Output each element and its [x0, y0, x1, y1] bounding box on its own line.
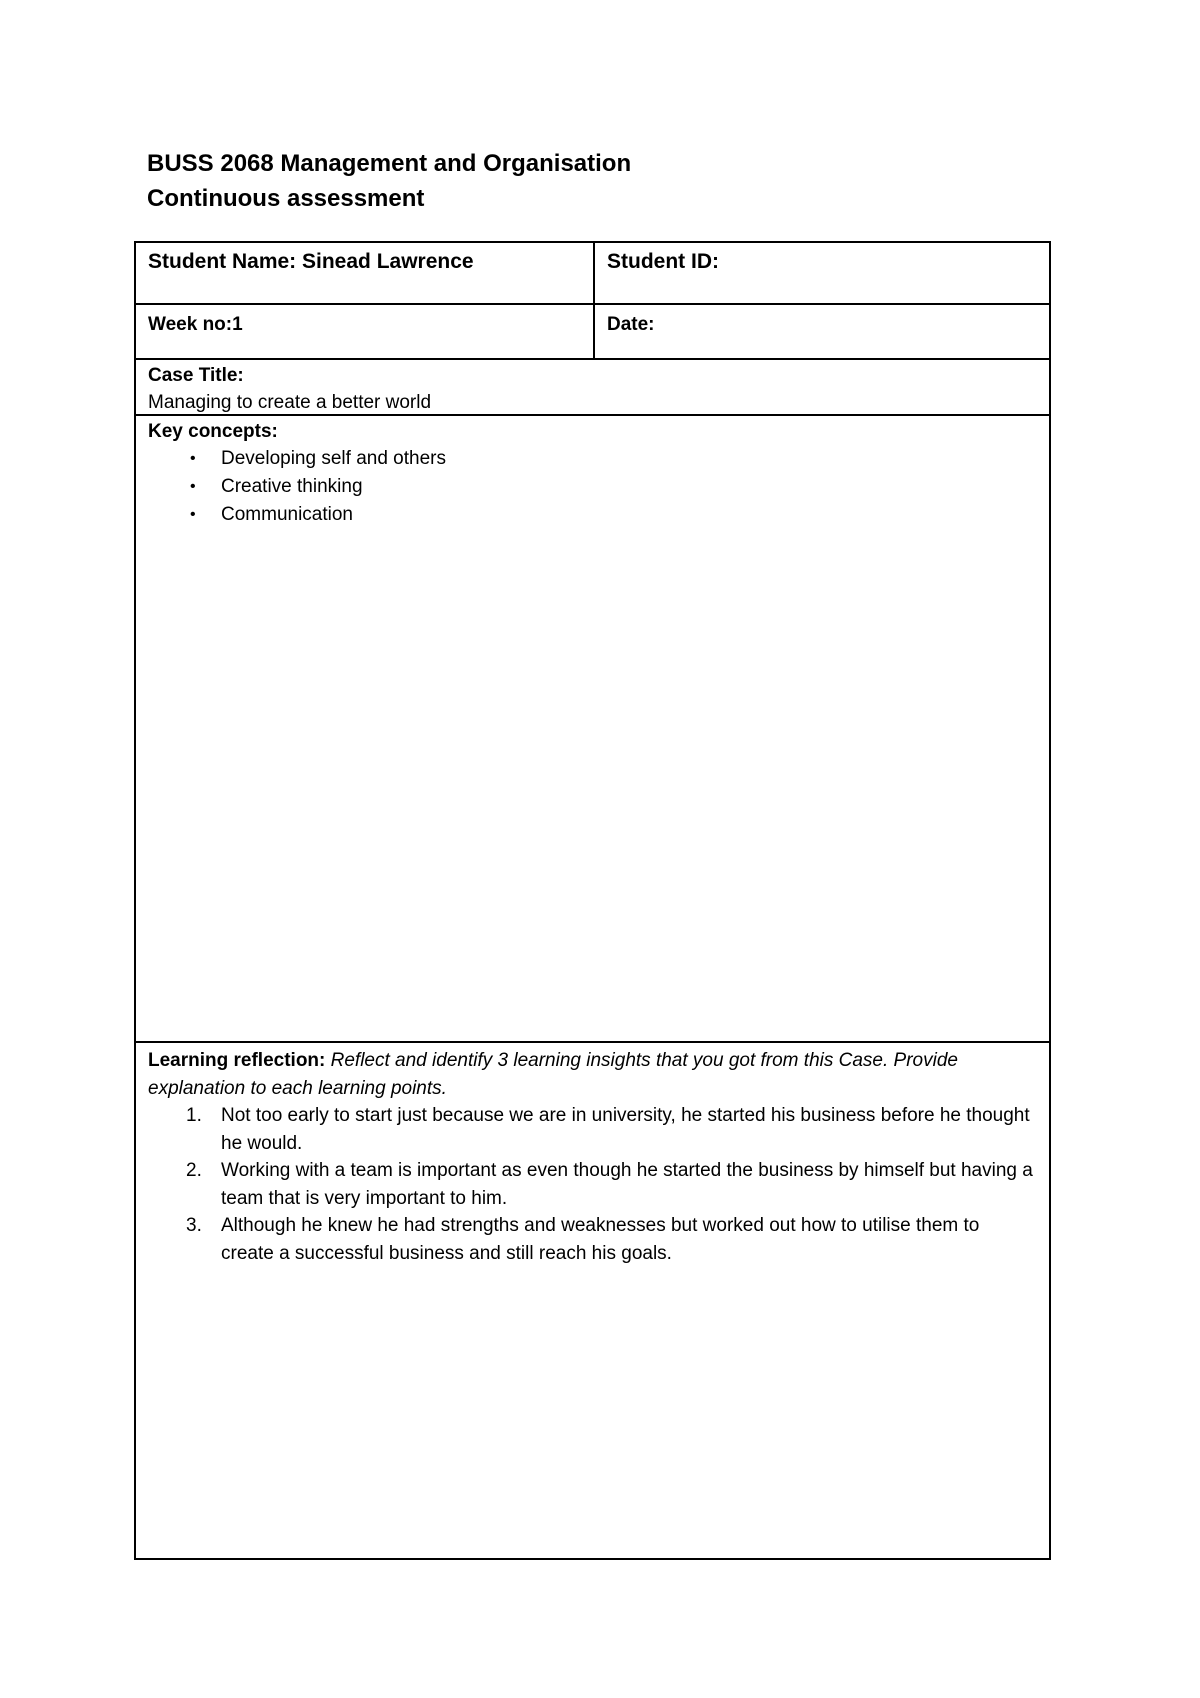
- insight-text: Working with a team is important as even though he started the business by himself but having a team that is very important to him.: [221, 1160, 1033, 1209]
- insights-list: [148, 1102, 1037, 1267]
- reflection-prompt: Reflect and identify 3 learning insights that you got from this Case. Provide explanation to each learning points.: [148, 1050, 958, 1099]
- week-date-row: [136, 305, 1049, 360]
- learning-reflection-row: [136, 1043, 1049, 1558]
- list-item: [148, 445, 1037, 473]
- case-title-value: Managing to create a better world: [148, 392, 432, 413]
- insight-text: Not too early to start just because we are in university, he started his business before he thought he would.: [221, 1105, 1030, 1154]
- reflection-intro: [148, 1047, 1037, 1102]
- learning-reflection-cell: [136, 1043, 1049, 1558]
- case-title-label: Case Title:: [148, 365, 244, 386]
- key-concepts-cell: [136, 416, 1049, 1041]
- student-name-cell: Student Name: Sinead Lawrence: [136, 243, 595, 303]
- student-info-row: [136, 243, 1049, 305]
- student-id-cell: Student ID:: [607, 250, 719, 273]
- insight-number: 1.: [186, 1105, 202, 1126]
- list-item: [148, 1212, 1037, 1267]
- key-concepts-list: [148, 445, 1037, 529]
- list-item: [148, 501, 1037, 529]
- key-concept-text: Developing self and others: [221, 448, 446, 469]
- course-title: BUSS 2068 Management and Organisation: [147, 150, 632, 177]
- week-number-cell: Week no:1: [136, 305, 595, 358]
- list-item: [148, 473, 1037, 501]
- assessment-form-table: [134, 241, 1051, 1560]
- date-cell: Date:: [607, 314, 655, 335]
- key-concepts-label: Key concepts:: [148, 421, 278, 442]
- insight-number: 2.: [186, 1160, 202, 1181]
- list-item: [148, 1102, 1037, 1157]
- case-title-row: [136, 360, 1049, 416]
- bullet-icon: •: [190, 478, 196, 495]
- insight-text: Although he knew he had strengths and weaknesses but worked out how to utilise them to create a successful business and still reach his goals.: [221, 1215, 980, 1264]
- bullet-icon: •: [190, 506, 196, 523]
- bullet-icon: •: [190, 450, 196, 467]
- list-item: [148, 1157, 1037, 1212]
- key-concept-text: Creative thinking: [221, 476, 363, 497]
- key-concepts-row: [136, 416, 1049, 1043]
- document-title: [147, 146, 631, 216]
- insight-number: 3.: [186, 1215, 202, 1236]
- key-concept-text: Communication: [221, 504, 353, 525]
- assessment-subtitle: Continuous assessment: [147, 185, 425, 212]
- case-title-cell: [136, 360, 1049, 414]
- reflection-label: Learning reflection:: [148, 1050, 326, 1071]
